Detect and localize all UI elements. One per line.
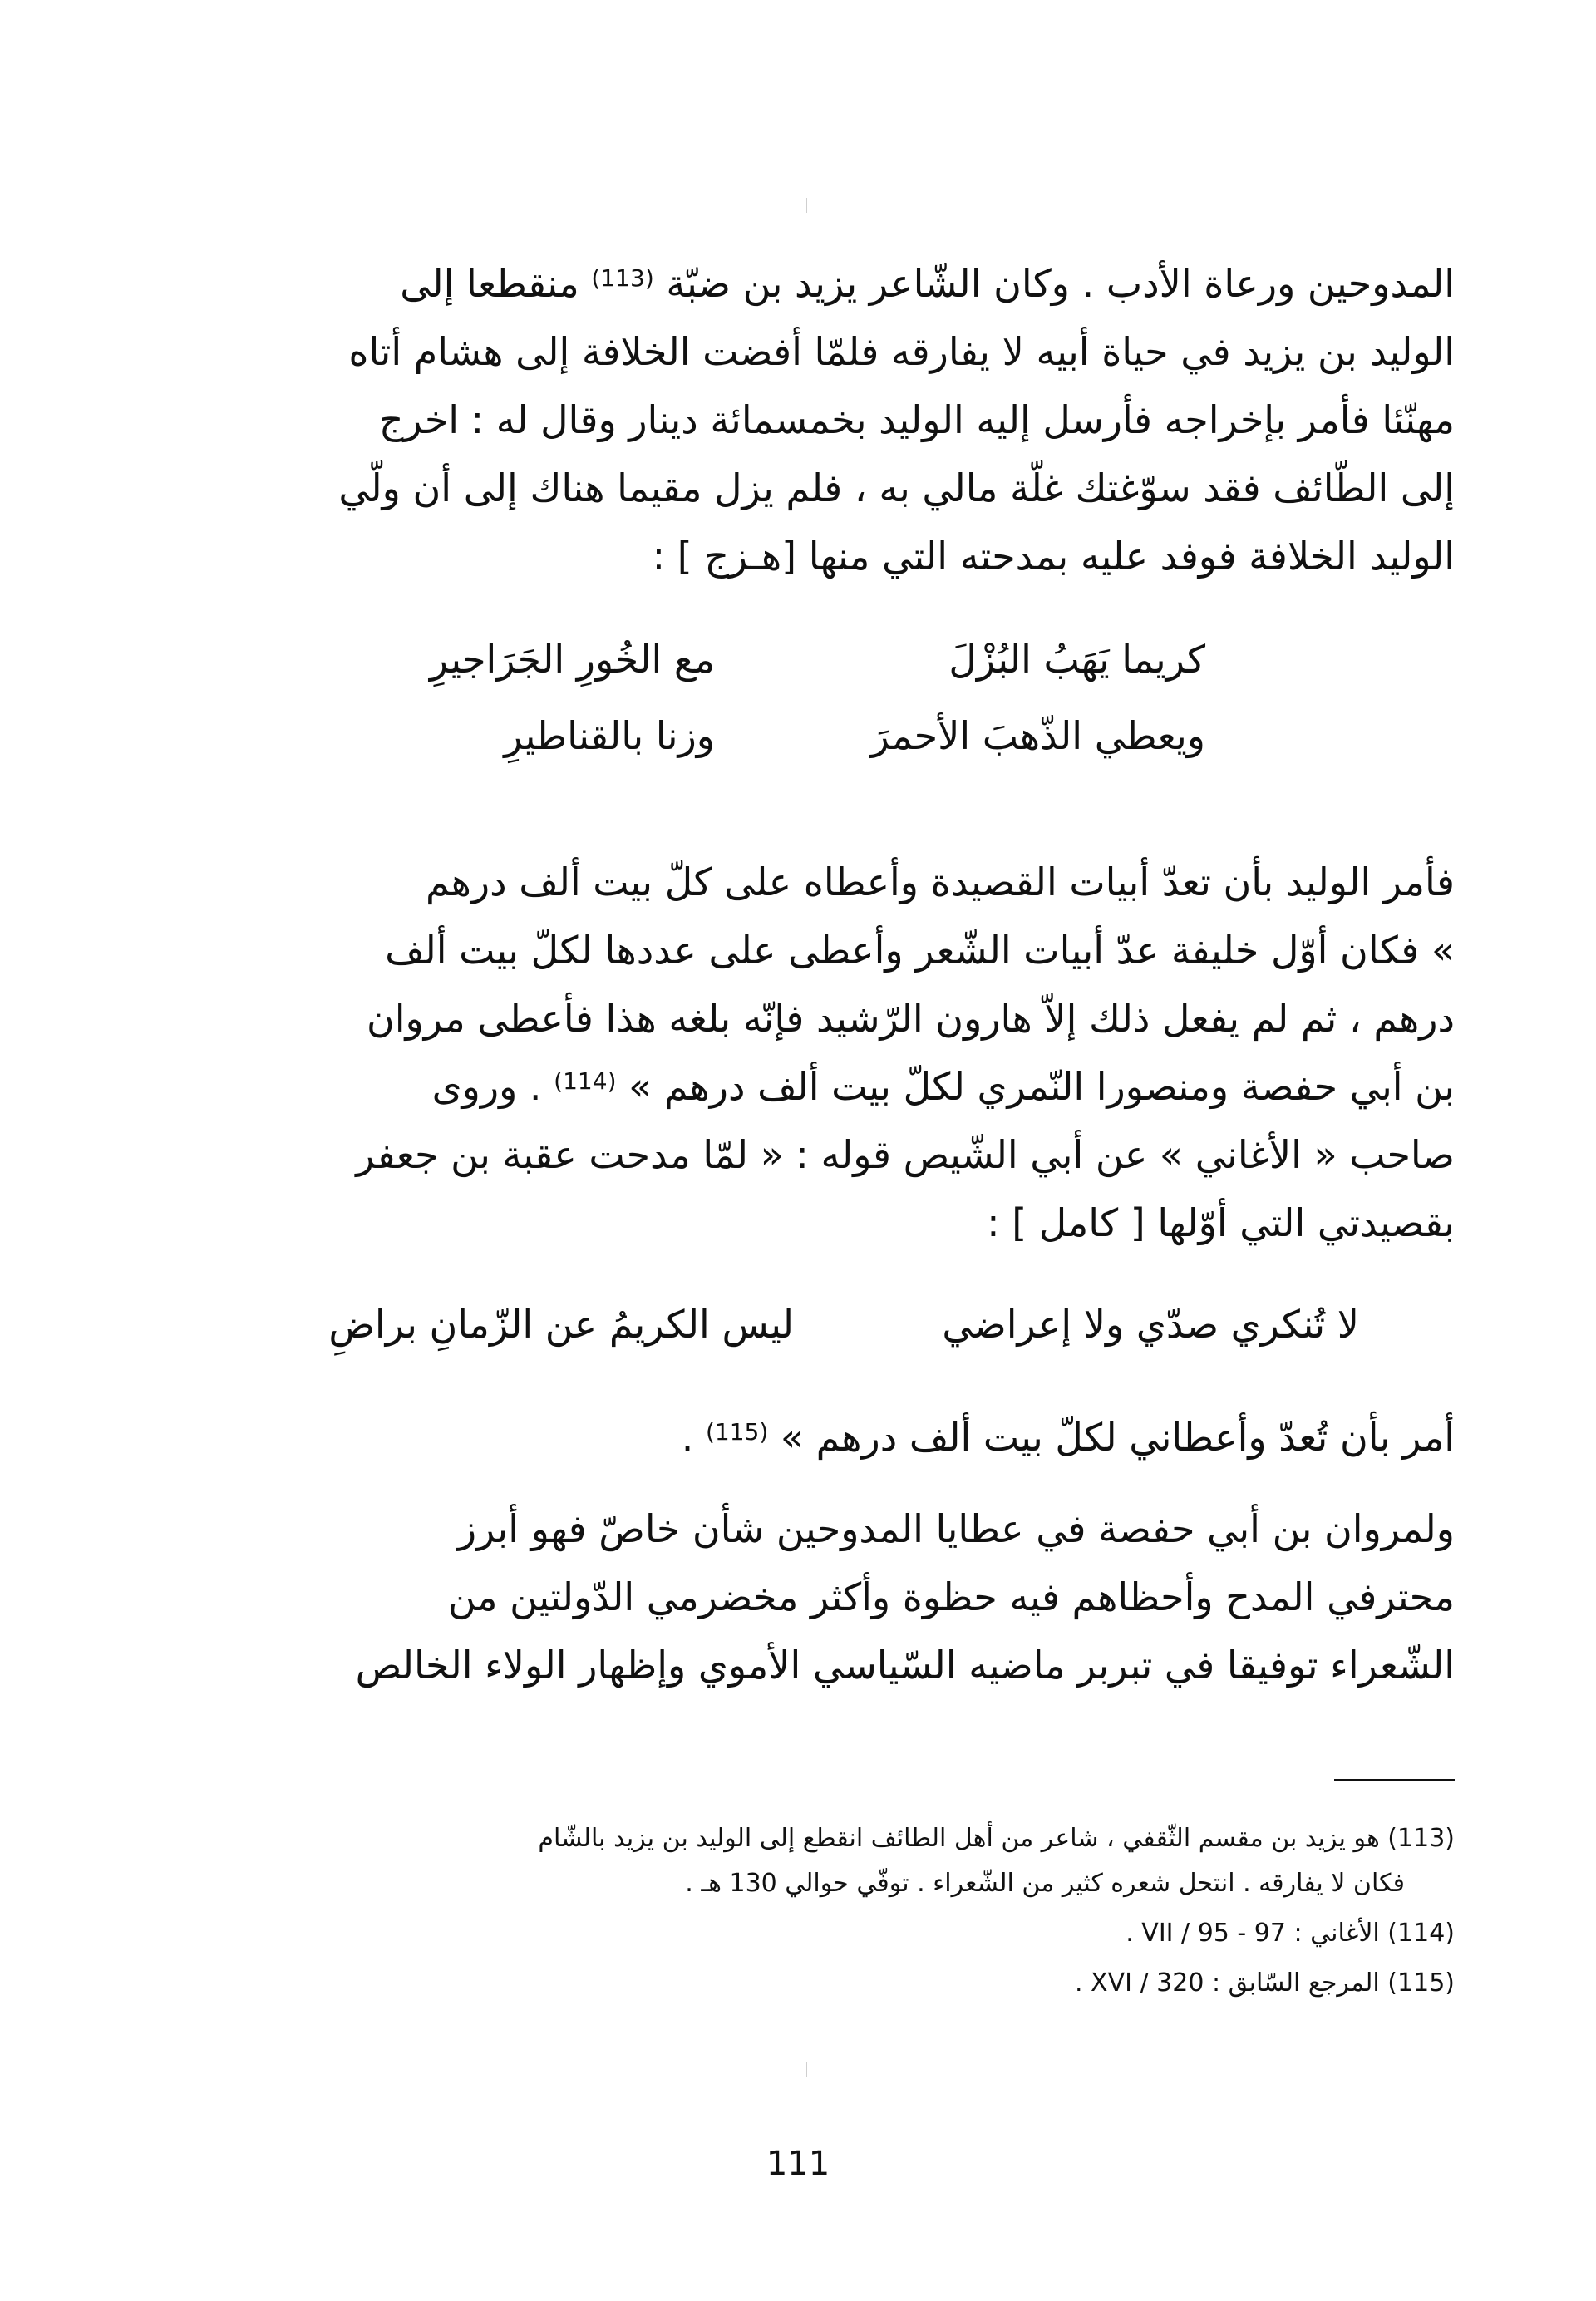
paragraph-2-line-5: صاحب « الأغاني » عن أبي الشّيص قوله : « لمّا مدحت عقبة بن جعفر <box>356 1132 1455 1177</box>
footnote-115: (115) المرجع السّابق : XVI / 320 . <box>1074 1968 1455 1998</box>
scan-mark <box>806 198 807 213</box>
verse-2-right-hemistich: ويعطي الذّهبَ الأحمرَ <box>870 713 1205 758</box>
page-number: 111 <box>766 2145 830 2183</box>
footnote-ref-114[interactable]: (114) <box>554 1067 617 1095</box>
footnote-ref-113[interactable]: (113) <box>591 264 654 292</box>
paragraph-2-line-1: فأمر الوليد بأن تعدّ أبيات القصيدة وأعطاه على كلّ بيت ألف درهم <box>426 860 1455 904</box>
paragraph-1-line-5: الوليد الخلافة فوفد عليه بمدحته التي منها [هـزج ] : <box>652 534 1455 579</box>
paragraph-1-line-3: مهنّئا فأمر بإخراجه فأرسل إليه الوليد بخمسمائة دينار وقال له : اخرج <box>378 397 1455 442</box>
verse-3-left-hemistich: ليس الكريمُ عن الزّمانِ براضِ <box>328 1302 794 1347</box>
paragraph-1-line-4: إلى الطّائف فقد سوّغتك غلّة مالي به ، فلم يزل مقيما هناك إلى أن ولّي <box>338 466 1455 510</box>
paragraph-4-line-1: ولمروان بن أبي حفصة في عطايا المدوحين شأن خاصّ فهو أبرز <box>457 1506 1455 1551</box>
footnote-114: (114) الأغاني : VII / 95 - 97 . <box>1126 1919 1455 1948</box>
footnote-113-line-1: (113) هو يزيد بن مقسم الثّقفي ، شاعر من أهل الطائف انقطع إلى الوليد بن يزيد بالشّام <box>538 1824 1455 1853</box>
paragraph-4-line-3: الشّعراء توفيقا في تبربر ماضيه السّياسي الأموي وإظهار الولاء الخالص <box>355 1643 1455 1688</box>
scan-mark <box>806 2062 807 2077</box>
paragraph-2-line-4: بن أبي حفصة ومنصورا النّمري لكلّ بيت ألف درهم » $^{(114)}$ . وروى <box>431 1064 1455 1109</box>
paragraph-2-line-6: بقصيدتي التي أوّلها [ كامل ] : <box>987 1200 1455 1245</box>
paragraph-3: أمر بأن تُعدّ وأعطاني لكلّ بيت ألف درهم » $^{(115)}$ . <box>681 1415 1455 1460</box>
paragraph-4-line-2: محترفي المدح وأحظاهم فيه حظوة وأكثر مخضرمي الدّولتين من <box>447 1574 1455 1619</box>
footnote-divider <box>1334 1779 1455 1781</box>
verse-3-right-hemistich: لا تُنكري صدّي ولا إعراضي <box>942 1302 1359 1347</box>
paragraph-1-line-1: المدوحين ورعاة الأدب . وكان الشّاعر يزيد بن ضبّة $^{(113)}$ منقطعا إلى <box>400 261 1455 306</box>
footnote-113-line-2: فكان لا يفارقه . انتحل شعره كثير من الشّعراء . توفّي حوالي 130 هـ . <box>685 1869 1405 1898</box>
verse-1-right-hemistich: كريما يَهَبُ البُزْلَ <box>948 637 1205 682</box>
verse-2-left-hemistich: وزنا بالقناطيرِ <box>504 713 715 758</box>
paragraph-2-line-3: درهم ، ثم لم يفعل ذلك إلاّ هارون الرّشيد فإنّه بلغه هذا فأعطى مروان <box>366 996 1455 1041</box>
verse-1-left-hemistich: مع الخُورِ الجَرَاجيرِ <box>429 637 715 682</box>
paragraph-2-line-2: » فكان أوّل خليفة عدّ أبيات الشّعر وأعطى على عددها لكلّ بيت ألف <box>385 928 1455 973</box>
footnote-ref-115[interactable]: (115) <box>705 1418 769 1446</box>
paragraph-1-line-2: الوليد بن يزيد في حياة أبيه لا يفارقه فلمّا أفضت الخلافة إلى هشام أتاه <box>348 329 1455 374</box>
